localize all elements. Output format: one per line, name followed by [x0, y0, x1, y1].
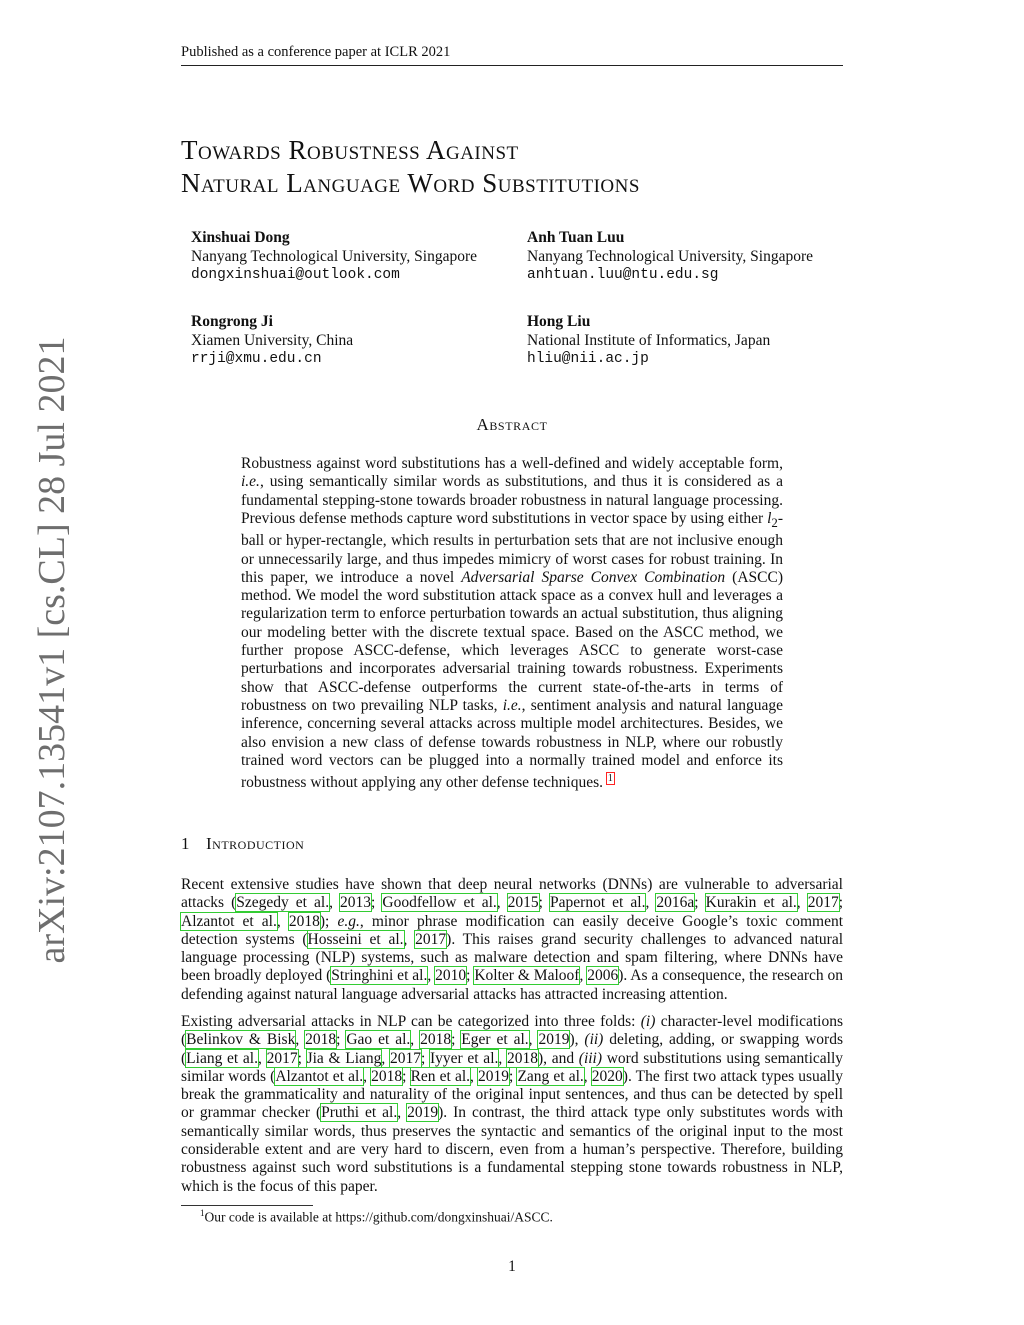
- citation-link[interactable]: 2019: [538, 1031, 570, 1049]
- author-affiliation: National Institute of Informatics, Japan: [527, 332, 771, 349]
- title-line-2: Natural Language Word Substitutions: [181, 168, 640, 198]
- citation-link[interactable]: 2017: [390, 1049, 421, 1067]
- abstract-heading: Abstract: [476, 415, 548, 434]
- author-block: [191, 312, 353, 369]
- citation-link[interactable]: Gao et al.: [346, 1031, 411, 1049]
- citation-link[interactable]: 2019: [478, 1067, 510, 1085]
- citation-link[interactable]: 2020: [591, 1067, 623, 1085]
- footnote-text: Our code is available at https://github.com/dongxinshuai/ASCC.: [204, 1209, 553, 1225]
- citation-link[interactable]: 2013: [340, 894, 372, 912]
- citation-link[interactable]: Kurakin et al.: [705, 894, 797, 912]
- citation-link[interactable]: 2016a: [656, 894, 695, 912]
- citation-link[interactable]: 2006: [587, 967, 619, 985]
- author-affiliation: Nanyang Technological University, Singapore: [191, 248, 478, 265]
- title-line-1: Towards Robustness Against: [181, 135, 519, 165]
- author-block: [527, 228, 813, 285]
- paper-title: [181, 134, 881, 200]
- author-name: Anh Tuan Luu: [527, 229, 625, 246]
- citation-link[interactable]: 2017: [266, 1049, 298, 1067]
- citation-link[interactable]: Kolter & Maloof: [474, 967, 580, 985]
- arxiv-identifier: arXiv:2107.13541v1 [cs.CL] 28 Jul 2021: [31, 336, 73, 964]
- intro-paragraph-1: Recent extensive studies have shown that deep neural networks (DNNs) are vulnerable to adversarial attacks (Szegedy et al., 2013; Goodfellow et al., 2015; Papernot et al., 2016a; Kurakin et al., 2017; Alzantot et al., 2018); e.g., minor phrase modification can easily deceive Google’s toxic comment detection systems (Hosseini et al., 2017). This raises grand security challenges to advanced natural language processing (NLP) systems, such as malware detection and spam filtering, where DNNs have been broadly deployed (Stringhini et al., 2010; Kolter & Maloof, 2006). As a consequence, the research on defending against natural language adversarial attacks has attracted increasing attention.: [181, 876, 844, 1003]
- citation-link[interactable]: Eger et al.: [461, 1031, 529, 1049]
- citation-link[interactable]: Belinkov & Bisk: [186, 1031, 296, 1049]
- citation-link[interactable]: Liang et al.: [186, 1049, 258, 1067]
- author-block: [527, 312, 770, 369]
- page-number: 1: [508, 1258, 516, 1275]
- citation-link[interactable]: 2018: [305, 1031, 337, 1049]
- abstract-text: Robustness against word substitutions has a well-defined and widely acceptable form, i.e., using semantically similar words as substitutions, and thus it is considered as a fundamental stepping-stone towards broader robustness in natural language processing. Previous defense methods capture word substitutions in vector space by using either $l_2$-ball or hyper-rectangle, which results in perturbation sets that are not inclusive enough or unnecessarily large, and thus impedes mimicry of worst cases for robust training. In this paper, we introduce a novel Adversarial Sparse Convex Combination (ASCC) method. We model the word substitution attack space as a convex hull and leverages a regularization term to enforce perturbation towards an actual substitution, thus aligning our modeling better with the discrete textual space. Based on the ASCC method, we further propose ASCC-defense, which leverages ASCC to generate worst-case perturbations and incorporates adversarial training towards robustness. Experiments show that ASCC-defense outperforms the current state-of-the-arts in terms of robustness on two prevailing NLP tasks, i.e., sentiment analysis and natural language inference, concerning several attacks across multiple model architectures. Besides, we also envision a new class of defense towards robustness in NLP, where our robustly trained word vectors can be plugged into a normally trained model and enforce its robustness without applying any other defense techniques. $^1$: [241, 455, 784, 792]
- citation-link[interactable]: 2018: [420, 1031, 452, 1049]
- citation-link[interactable]: 2015: [507, 894, 539, 912]
- method-name: Adversarial Sparse Convex Combination: [461, 568, 726, 586]
- section-title: Introduction: [206, 834, 305, 853]
- footnote-mark: 1: [200, 1208, 205, 1218]
- citation-link[interactable]: Pruthi et al.: [321, 1104, 398, 1122]
- citation-link[interactable]: Alzantot et al.: [275, 1067, 364, 1085]
- footnote: [200, 1208, 553, 1226]
- author-block: [191, 228, 477, 285]
- citation-link[interactable]: Hosseini et al.: [307, 930, 404, 948]
- author-name: Xinshuai Dong: [191, 229, 290, 246]
- citation-link[interactable]: Goodfellow et al.: [382, 894, 497, 912]
- author-affiliation: Nanyang Technological University, Singapore: [527, 248, 814, 265]
- author-name: Rongrong Ji: [191, 313, 273, 330]
- author-email[interactable]: hliu@nii.ac.jp: [527, 351, 649, 367]
- citation-link[interactable]: 2010: [435, 967, 467, 985]
- citation-link[interactable]: Stringhini et al.: [331, 967, 428, 985]
- author-email[interactable]: rrji@xmu.edu.cn: [191, 351, 322, 367]
- citation-link[interactable]: Iyyer et al.: [430, 1049, 499, 1067]
- citation-link[interactable]: 2018: [288, 912, 320, 930]
- citation-link[interactable]: 2019: [407, 1104, 439, 1122]
- citation-link[interactable]: 2017: [415, 930, 447, 948]
- author-affiliation: Xiamen University, China: [191, 332, 354, 349]
- footnote-link[interactable]: 1: [607, 773, 613, 785]
- citation-link[interactable]: 2018: [371, 1067, 403, 1085]
- citation-link[interactable]: Szegedy et al.: [236, 894, 330, 912]
- citation-link[interactable]: Zang et al.: [517, 1067, 584, 1085]
- footnote-divider: [181, 1205, 313, 1206]
- citation-link[interactable]: Alzantot et al.: [181, 912, 277, 930]
- citation-link[interactable]: 2018: [506, 1049, 538, 1067]
- citation-link[interactable]: Ren et al.: [410, 1067, 471, 1085]
- section-heading: [181, 834, 304, 854]
- author-email[interactable]: dongxinshuai@outlook.com: [191, 267, 400, 283]
- author-name: Hong Liu: [527, 313, 591, 330]
- section-number: 1: [181, 834, 190, 853]
- citation-link[interactable]: Jia & Liang: [306, 1049, 382, 1067]
- citation-link[interactable]: 2017: [807, 894, 839, 912]
- author-email[interactable]: anhtuan.luu@ntu.edu.sg: [527, 267, 719, 283]
- conference-header: Published as a conference paper at ICLR 2021: [181, 44, 843, 66]
- citation-link[interactable]: Papernot et al.: [550, 894, 646, 912]
- intro-paragraph-2: Existing adversarial attacks in NLP can be categorized into three folds: (i) character-level modifications (Belinkov & Bisk, 2018; Gao et al., 2018; Eger et al., 2019), (ii) deleting, adding, or swapping words (Liang et al., 2017; Jia & Liang, 2017; Iyyer et al., 2018), and (iii) word substitutions using semantically similar words (Alzantot et al., 2018; Ren et al., 2019; Zang et al., 2020). The first two attack types usually break the grammaticality and naturality of the original input sentences, and thus can be detected by spell or grammar checker (Pruthi et al., 2019). In contrast, the third attack type only substitutes words with semantically similar words, thus preserves the syntactic and semantics of the original input to the most considerable extent and are very hard to discern, even from a human’s perspective. Therefore, building robustness against such word substitutions is a fundamental stepping stone towards robustness in NLP, which is the focus of this paper.: [181, 1013, 844, 1195]
